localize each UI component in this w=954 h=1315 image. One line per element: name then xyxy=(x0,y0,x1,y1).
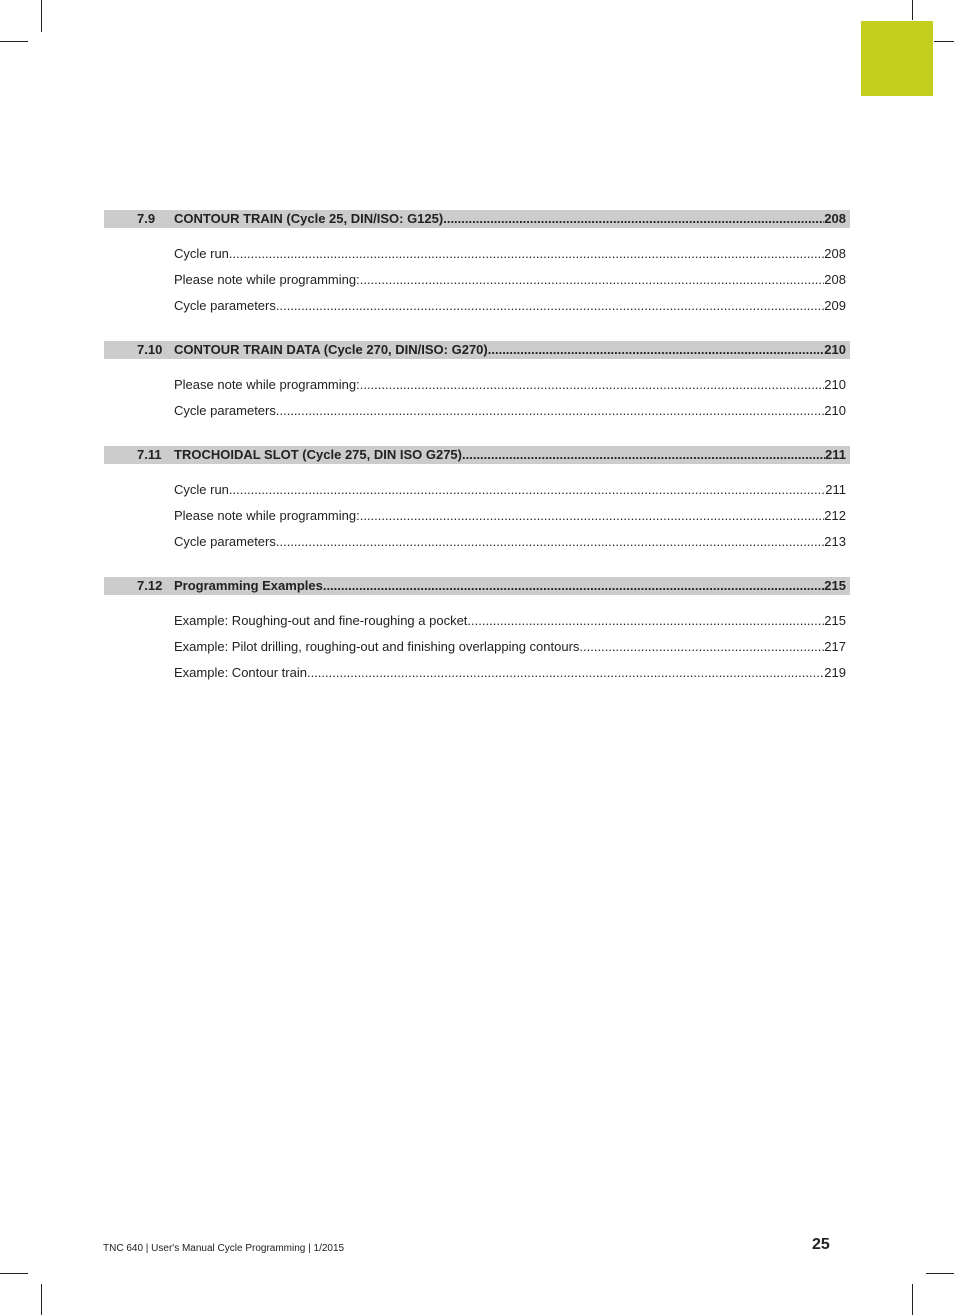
dot-leader xyxy=(323,577,824,595)
toc-entry[interactable] xyxy=(174,403,846,429)
section-title: CONTOUR TRAIN DATA (Cycle 270, DIN/ISO: G270) xyxy=(174,342,488,357)
toc-section xyxy=(104,577,850,691)
footer-text: TNC 640 | User's Manual Cycle Programming | 1/2015 xyxy=(103,1243,345,1254)
toc-section xyxy=(104,341,850,429)
toc-entry[interactable] xyxy=(174,613,846,639)
section-page-number: 211 xyxy=(825,447,846,462)
crop-mark-top-left-h xyxy=(0,41,28,42)
entry-title: Cycle parameters xyxy=(174,403,276,418)
section-number: 7.12 xyxy=(137,578,163,593)
dot-leader xyxy=(579,639,824,665)
dot-leader xyxy=(360,377,825,403)
entry-page-number: 210 xyxy=(824,403,846,418)
entry-title: Please note while programming: xyxy=(174,272,360,287)
entry-title: Example: Roughing-out and fine-roughing a pocket xyxy=(174,613,468,628)
section-number: 7.9 xyxy=(137,211,156,226)
entry-title: Example: Contour train xyxy=(174,665,307,680)
section-heading[interactable] xyxy=(104,577,850,595)
crop-mark-top-left-v xyxy=(41,0,42,32)
dot-leader xyxy=(276,403,824,429)
entry-title: Please note while programming: xyxy=(174,377,360,392)
entry-page-number: 219 xyxy=(824,665,846,680)
entry-title: Cycle parameters xyxy=(174,534,276,549)
crop-mark-bottom-left-h xyxy=(0,1273,28,1274)
section-heading[interactable] xyxy=(104,446,850,464)
dot-leader xyxy=(276,298,824,324)
section-heading[interactable] xyxy=(104,210,850,228)
page-number: 25 xyxy=(812,1236,830,1253)
chapter-tab-marker xyxy=(861,21,933,96)
dot-leader xyxy=(360,508,825,534)
toc-section xyxy=(104,210,850,324)
toc-entry[interactable] xyxy=(174,665,846,691)
toc-entry[interactable] xyxy=(174,246,846,272)
entry-page-number: 212 xyxy=(824,508,846,523)
toc-entry[interactable] xyxy=(174,298,846,324)
section-page-number: 208 xyxy=(824,211,846,226)
section-title: CONTOUR TRAIN (Cycle 25, DIN/ISO: G125) xyxy=(174,211,444,226)
crop-mark-bottom-right-v xyxy=(912,1284,913,1315)
section-title: Programming Examples xyxy=(174,578,323,593)
toc-entry[interactable] xyxy=(174,534,846,560)
crop-mark-bottom-right-h xyxy=(926,1273,954,1274)
dot-leader xyxy=(276,534,824,560)
entry-title: Cycle run xyxy=(174,482,229,497)
crop-mark-top-right-v xyxy=(912,0,913,20)
section-heading[interactable] xyxy=(104,341,850,359)
toc-section xyxy=(104,446,850,560)
dot-leader xyxy=(488,341,825,359)
section-title: TROCHOIDAL SLOT (Cycle 275, DIN ISO G275) xyxy=(174,447,462,462)
dot-leader xyxy=(229,246,824,272)
crop-mark-top-right-h xyxy=(934,41,954,42)
dot-leader xyxy=(360,272,825,298)
entry-title: Example: Pilot drilling, roughing-out and finishing overlapping contours xyxy=(174,639,580,654)
table-of-contents xyxy=(104,210,850,708)
entry-page-number: 208 xyxy=(824,272,846,287)
toc-entry[interactable] xyxy=(174,377,846,403)
entry-page-number: 208 xyxy=(824,246,846,261)
entry-page-number: 211 xyxy=(825,482,846,497)
entry-page-number: 209 xyxy=(824,298,846,313)
entry-page-number: 215 xyxy=(824,613,846,628)
section-number: 7.11 xyxy=(137,447,162,462)
dot-leader xyxy=(307,665,824,691)
crop-mark-bottom-left-v xyxy=(41,1284,42,1315)
toc-entry[interactable] xyxy=(174,508,846,534)
section-number: 7.10 xyxy=(137,342,163,357)
dot-leader xyxy=(229,482,825,508)
entry-page-number: 217 xyxy=(824,639,846,654)
entry-page-number: 210 xyxy=(824,377,846,392)
entry-title: Please note while programming: xyxy=(174,508,360,523)
dot-leader xyxy=(443,210,824,228)
section-page-number: 215 xyxy=(824,578,846,593)
entry-title: Cycle parameters xyxy=(174,298,276,313)
toc-entry[interactable] xyxy=(174,482,846,508)
toc-entry[interactable] xyxy=(174,272,846,298)
entry-title: Cycle run xyxy=(174,246,229,261)
section-page-number: 210 xyxy=(824,342,846,357)
entry-page-number: 213 xyxy=(824,534,846,549)
dot-leader xyxy=(462,446,825,464)
toc-entry[interactable] xyxy=(174,639,846,665)
dot-leader xyxy=(467,613,824,639)
